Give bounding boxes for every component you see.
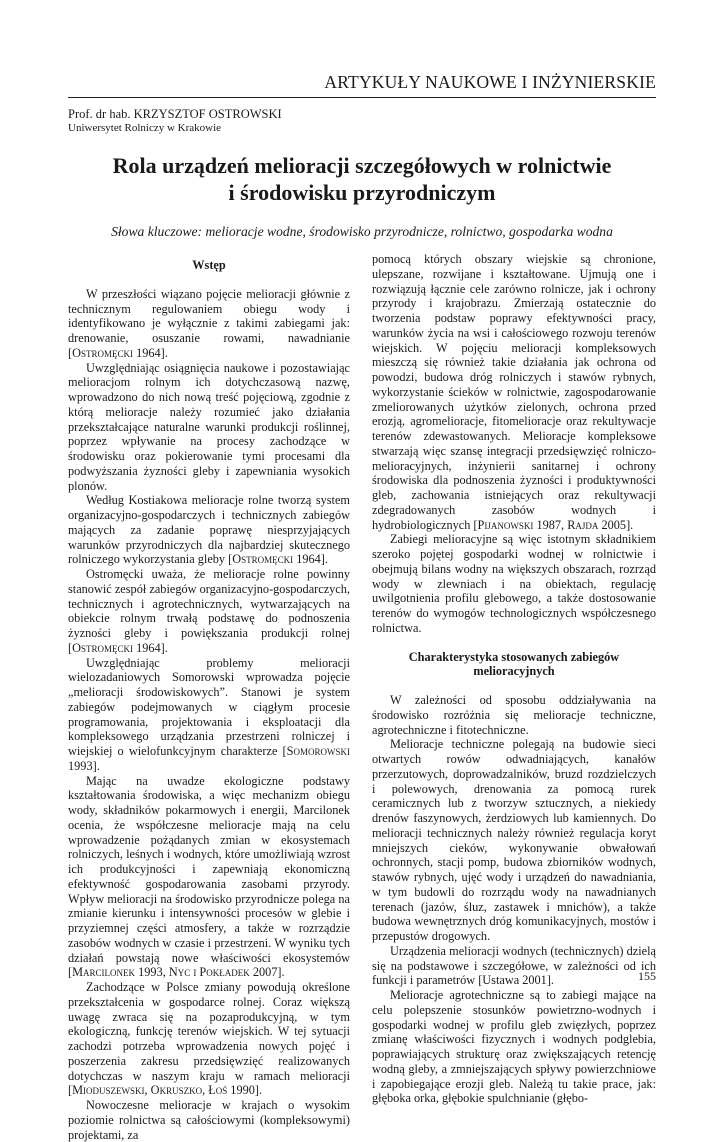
section-heading-characteristics: Charakterystyka stosowanych zabiegów melioracyjnych xyxy=(408,649,620,679)
paragraph: Uwzględniając osiągnięcia naukowe i pozostawiając melioracjom rolnym ich dotychczasową nazwę, wprowadzono do nich nową treść pojęciową, zgodnie z którą melioracje należy rozumieć jako działania przekształcające naturalne warunki produkcji roślinnej, poprzez wpływanie na procesy zachodzące w środowisku oraz pokierowanie tymi procesami dla podwyższania żyzności gleby i zapewniania wysokich plonów. xyxy=(68,360,350,493)
section-heading-intro: Wstęp xyxy=(192,258,226,272)
paragraph-text: Według Kostiakowa melioracje rolne tworzą system organizacyjno-gospodarczych i technicznych zabiegów mających za zadanie poprawę niesprzyjających warunków przyrodniczych dla najbardziej skutecznego rolniczego wykorzystania gleby [ xyxy=(68,493,350,567)
author-block xyxy=(68,107,282,135)
left-column xyxy=(68,258,350,1142)
citation: Pijanowski xyxy=(477,517,534,532)
paragraph: Melioracje techniczne polegają na budowie sieci otwartych rowów odwadniających, kanałów przerzutowych, doprowadzalników, bruzd rozdzielczych i polewowych, drenowania za pomocą rurek ceramicznych lub z tworzyw sztucznych, a niekiedy drenów faszynowych, żerdziowych lub kamiennych. Do melioracji technicznych należy również regulacja koryt mniejszych cieków, wykonywanie obwałowań ochronnych, stacji pomp, budowa zbiorników wodnych, stawów rybnych, ujęć wody i urządzeń do nawadniania, w tym budowli do rozrządu wody na nawadnianych terenach (jazów, śluz, zastawek i mnichów), a także budowa wewnętrznych dróg komunikacyjnych, mostów i przepustów drogowych. xyxy=(372,737,656,943)
paragraph-text: W przeszłości wiązano pojęcie melioracji głównie z technicznym regulowaniem obiegu wody i identyfikowano je wyłącznie z takimi zabiegami jak: drenowanie, osuszanie rowami, nawadnianie [ xyxy=(68,286,350,360)
paragraph-text: Ostromęcki uważa, że melioracje rolne powinny stanowić zespół zabiegów organizacyjno-gospodarczych, technicznych i agrotechnicznych, wytwarzających na obiekcie rolnym trwałą podstawę do podnoszenia żyzności gleby i powiększania produkcji rolnej [ xyxy=(68,567,350,655)
paragraph-text: Uwzględniając problemy melioracji wielozadaniowych Somorowski wprowadza pojęcie „melioracji środowiskowych”. Stanowi je system zabiegów podejmowanych w ciągłym procesie programowania, projektowania i eksploatacji dla kompleksowego urządzania przestrzeni rolniczej i wiejskiej o wielofunkcyjnym charakterze [ xyxy=(68,655,350,758)
citation: Rajda xyxy=(567,517,599,532)
author-name: Prof. dr hab. KRZYSZTOF OSTROWSKI xyxy=(68,107,282,121)
citation: Marcilonek xyxy=(72,965,136,980)
citation-year: 1987, xyxy=(533,517,568,532)
paragraph xyxy=(68,656,350,774)
citation: Nyc i Pokładek xyxy=(168,965,250,980)
paragraph xyxy=(68,287,350,361)
paragraph xyxy=(68,493,350,567)
paragraph-text: pomocą których obszary wiejskie są chronione, ulepszane, rozwijane i kształtowane. Ujmują one i rozwiązują łącznie cele zarówno rolnicze, jak i ochrony przyrody i krajobrazu. Zmierzają ostatecznie do tworzenia podstaw poprawy efektywności pracy, warunków życia na wsi i całościowego rozwoju terenów wiejskich. W pojęciu melioracji kompleksowych mieszczą się również takie działania jak ochrona od powodzi, budowa dróg rolniczych i stawów rybnych, wykorzystanie ścieków w rolnictwie, zagospodarowanie zmeliorowanych użytków zielonych, ochrona przed erozją, agromelioracje, fitomelioracje oraz rekultywacje terenów zdewastowanych. Melioracje kompleksowe stwarzają więc szansę integracji przedsięwzięć rolniczo-melioracyjnych, inżynierii sanitarnej i ochrony środowiska dla podnoszenia żyzności i produktywności gleb, zachowania istniejących oraz rekultywacji zdegradowanych zasobów wodnych i hydrobiologicznych [ xyxy=(372,252,656,532)
citation: Ostromęcki xyxy=(72,640,133,655)
citation-year: 2005]. xyxy=(598,517,634,532)
paragraph: W zależności od sposobu oddziaływania na środowisko rozróżnia się melioracje techniczne, agrotechniczne i fitotechniczne. xyxy=(372,693,656,737)
citation: Somorowski xyxy=(286,744,350,758)
paragraph xyxy=(68,980,350,1098)
paragraph xyxy=(68,774,350,981)
paragraph: Melioracje agrotechniczne są to zabiegi mające na celu polepszenie stosunków powietrzno-wodnych i gospodarki wodnej w profilu gleb zwięzłych, poprzez zmianę właściwości fizycznych i wodnych podglebia, poprawiających strukturę oraz zwiększających retencję wodną gleby, a zmniejszających spływy powierzchniowe i zapobiegające erozji gleb. Należą tu takie prace, jak: głęboka orka, głębokie spulchnianie (głębo- xyxy=(372,988,656,1106)
citation: Ostromęcki xyxy=(232,552,294,567)
header-rule xyxy=(68,97,656,98)
paragraph-text: Zachodzące w Polsce zmiany powodują określone przekształcenia w gospodarce rolnej. Coraz większą uwagę zwraca się na pozaprodukcyjną, w tym ekologiczną, funkcję terenów wiejskich. W tej sytuacji zachodzi potrzeba wprowadzenia nowych pojęć i poszerzenia zakresu przedsięwzięć realizowanych dotychczas w naszym kraju w ramach melioracji [ xyxy=(68,980,350,1098)
paragraph-text: Mając na uwadze ekologiczne podstawy kształtowania środowiska, a więc mechanizm obiegu wody, składników pokarmowych i energii, Marcilonek ocenia, że współczesne melioracje mają na celu wprowadzenie pożądanych zmian w ekosystemach rolniczych, leśnych i wodnych, które umożliwiają wzrost ich produkcyjności i zapewniają ekonomiczną efektywność gospodarowania zasobami przyrody. Wpływ melioracji na środowisko przyrodnicze polega na zmianie kierunku i intensywności procesów w glebie i przyziemnej części atmosfery, a także w rozrządzie zasobów wodnych w czasie i przestrzeni. W wyniku tych działań powstają nowe właściwości ekosystemów [ xyxy=(68,773,350,980)
author-affiliation: Uniwersytet Rolniczy w Krakowie xyxy=(68,122,222,134)
right-column xyxy=(372,252,656,1106)
keywords: Słowa kluczowe: melioracje wodne, środowisko przyrodnicze, rolnictwo, gospodarka wodna xyxy=(111,224,613,239)
page-number: 155 xyxy=(638,969,656,983)
title-line-2: i środowisku przyrodniczym xyxy=(228,180,496,205)
citation-year: 1964]. xyxy=(133,345,168,360)
paragraph: Nowoczesne melioracje w krajach o wysokim poziomie rolnictwa są całościowymi (kompleksowymi) projektami, za xyxy=(68,1098,350,1142)
paragraph: Zabiegi melioracyjne są więc istotnym składnikiem szeroko pojętej gospodarki wodnej w rolnictwie i obejmują bilans wodny na większych obszarach, rozrząd wody w zlewniach i na obiektach, regulację uwilgotnienia profilu glebowego, a także dostosowanie terenów do wymogów technologicznych współczesnego rolnictwa. xyxy=(372,532,656,635)
citation-year: 1964]. xyxy=(133,640,168,655)
paragraph: Urządzenia melioracji wodnych (technicznych) dzielą się na podstawowe i szczegółowe, w zależności od ich funkcji i parametrów [Ustawa 2001]. xyxy=(372,943,656,988)
citation-year: 2007]. xyxy=(249,965,285,980)
citation: Mioduszewski, Okruszko, Łoś xyxy=(72,1083,228,1098)
paragraph xyxy=(372,252,656,532)
citation-year: 1964]. xyxy=(293,552,328,567)
journal-section-header: ARTYKUŁY NAUKOWE I INŻYNIERSKIE xyxy=(324,72,656,92)
title-line-1: Rola urządzeń melioracji szczegółowych w rolnictwie xyxy=(112,153,612,178)
article-title xyxy=(68,152,656,206)
citation-year: 1993, xyxy=(135,965,169,980)
paragraph xyxy=(68,567,350,656)
citation: Ostromęcki xyxy=(72,345,133,360)
citation-year: 1993]. xyxy=(68,758,100,773)
citation-year: 1990]. xyxy=(227,1083,263,1098)
